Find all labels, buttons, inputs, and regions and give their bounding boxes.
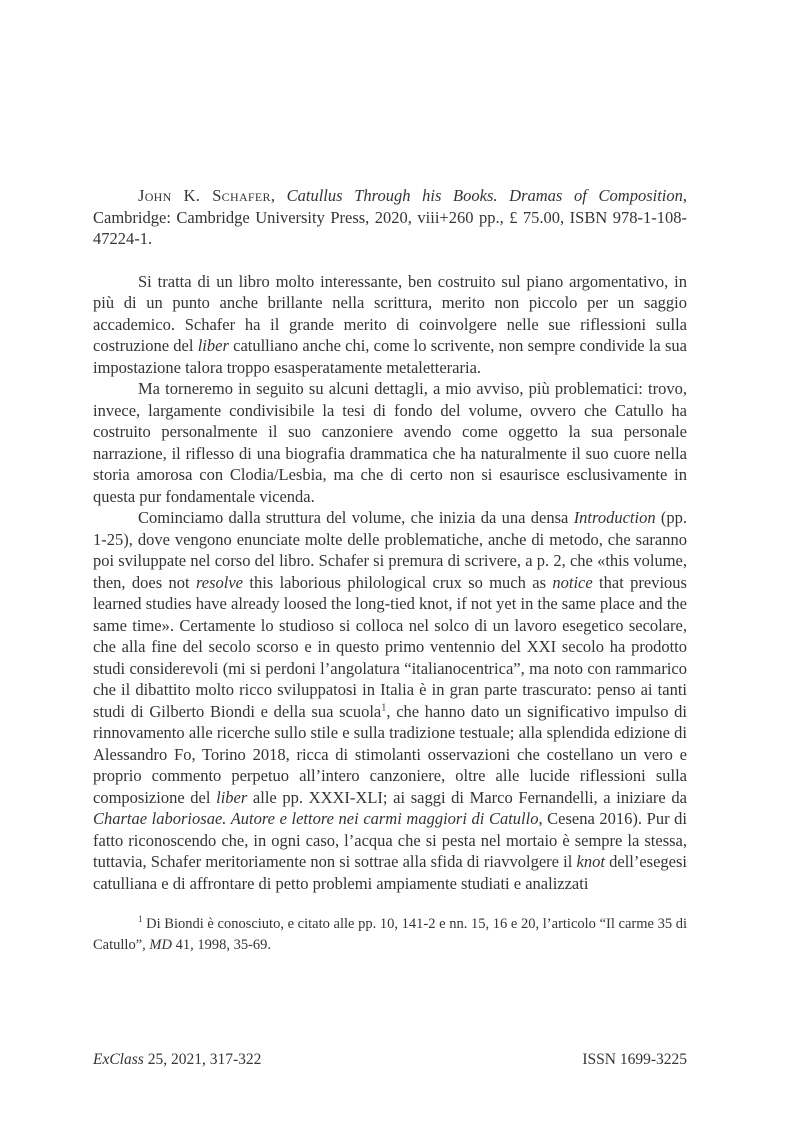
review-body	[93, 271, 687, 895]
page-footer	[93, 1050, 687, 1070]
paragraph: Si tratta di un libro molto interessante, ben costruito sul piano argomentativo, in più di un punto anche brillante nella scrittura, merito non piccolo per un saggio accademico. Schafer ha il grande merito di coinvolgere nelle sue riflessioni sulla costruzione del liber catulliano anche chi, come lo scrivente, non sempre condivide la sua impostazione talora troppo esasperatamente metaletteraria.	[93, 271, 687, 377]
paragraph: Ma torneremo in seguito su alcuni dettagli, a mio avviso, più problematici: trovo, invece, largamente condivisibile la tesi di fondo del volume, ovvero che Catullo ha costruito personalmente il suo canzoniere avendo come oggetto la sua personale narrazione, il riflesso di una biografia drammatica che ha naturalmente il suo cuore nella storia amorosa con Clodia/Lesbia, ma che di certo non si esaurisce esclusivamente in questa pur fondamentale vicenda.	[93, 379, 687, 506]
footnote-text: $^1$ Di Biondi è conosciuto, e citato alle pp. 10, 141-2 e nn. 15, 16 e 20, l’articolo “Il carme 35 di Catullo”, MD 41, 1998, 35-69.	[93, 914, 687, 953]
review-heading: John K. Schafer, Catullus Through his Books. Dramas of Composition, Cambridge: Cambridge University Press, 2020, viii+260 pp., £ 75.00, ISBN 978-1-108-47224-1.	[93, 186, 687, 248]
issn: ISSN 1699-3225	[582, 1051, 687, 1068]
paragraph: Cominciamo dalla struttura del volume, che inizia da una densa Introduction (pp. 1-25), dove vengono enunciate molte delle problematiche, anche di metodo, che saranno poi sviluppate nel corso del libro. Schafer si premura di scrivere, a p. 2, che «this volume, then, does not resolve this laborious philological crux so much as notice that previous learned studies have already loosed the long-tied knot, if not yet in the same place and the same time». Certamente lo studioso si colloca nel solco di un lavoro esegetico secolare, che alla fine del secolo scorso e in questo primo ventennio del XXI secolo ha prodotto studi considerevoli (mi si perdoni l’angolatura “italianocentrica”, ma noto con rammarico che il dibattito molto ricco sviluppatosi in Italia è in gran parte trascurato: penso ai tanti studi di Gilberto Biondi e della sua scuola$^1$, che hanno dato un significativo impulso di rinnovamento alle ricerche sullo stile e sulla tradizione testuale; alla splendida edizione di Alessandro Fo, Torino 2018, ricca di stimolanti osservazioni che costellano un vero e proprio commento perpetuo all’intero canzoniere, oltre alle lucide riflessioni sulla composizione del liber alle pp. XXXI-XLI; ai saggi di Marco Fernandelli, a iniziare da Chartae laboriosae. Autore e lettore nei carmi maggiori di Catullo, Cesena 2016). Pur di fatto riconoscendo che, in ogni caso, l’acqua che si pesta nel mortaio è sempre la stessa, tuttavia, Schafer meritoriamente non si sottrae alla sfida di riavvolgere il knot dell’esegesi catulliana e di affrontare di petto problemi ampiamente studiati e analizzati	[93, 508, 688, 893]
text-block	[93, 185, 687, 956]
footnote-block	[93, 914, 687, 956]
journal-reference: ExClass 25, 2021, 317-322	[93, 1051, 262, 1068]
